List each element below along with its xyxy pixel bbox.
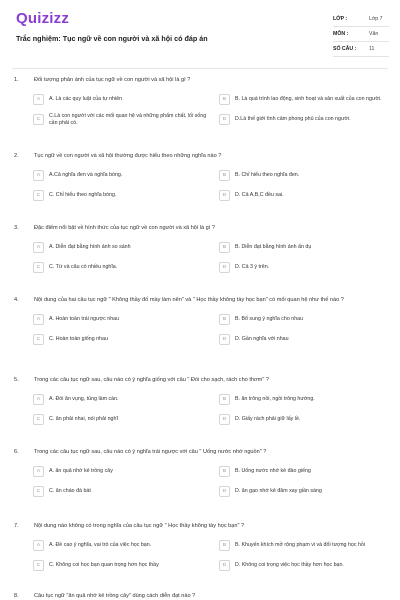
option-text: C.Là con người với các mối quan hệ và những phẩm chất, lối sống cần phải có. bbox=[49, 112, 207, 126]
option-c[interactable] bbox=[33, 412, 213, 427]
question-header bbox=[0, 76, 400, 84]
question-number: 2. bbox=[14, 153, 19, 159]
question-7 bbox=[0, 522, 400, 586]
option-letter-box: A bbox=[33, 540, 44, 551]
option-text: A. ăn quả nhớ kẻ trồng cây bbox=[49, 468, 113, 474]
option-text: B. Uống nước nhớ kẻ đào giếng bbox=[235, 468, 311, 474]
option-letter-box: B bbox=[219, 394, 230, 405]
option-text: C. ăn cháo đá bát bbox=[49, 488, 91, 494]
question-text: Nội dung nào không có trong nghĩa của câu tục ngữ " Học thầy không tày học bạn" ? bbox=[34, 523, 245, 529]
option-letter-box: A bbox=[33, 466, 44, 477]
question-header bbox=[0, 522, 400, 530]
option-text: B. Là quá trình lao động, sinh hoạt và sản xuất của con người. bbox=[235, 96, 382, 102]
option-text: D. ăn gạo nhớ kẻ đâm xay giần sàng bbox=[235, 488, 322, 494]
option-d[interactable] bbox=[219, 412, 399, 427]
option-letter-box: D bbox=[219, 414, 230, 425]
option-letter-box: C bbox=[33, 334, 44, 345]
question-text: Đối tượng phản ánh của tục ngữ về con người và xã hội là gì ? bbox=[34, 77, 191, 83]
option-letter-box: B bbox=[219, 170, 230, 181]
question-number: 1. bbox=[14, 77, 19, 83]
option-letter-box: C bbox=[33, 414, 44, 425]
option-letter-box: A bbox=[33, 170, 44, 181]
option-d[interactable] bbox=[219, 484, 399, 499]
option-letter-box: B bbox=[219, 540, 230, 551]
option-c[interactable] bbox=[33, 112, 213, 127]
option-b[interactable] bbox=[219, 92, 399, 107]
option-text: C. Chỉ hiểu theo nghĩa bóng. bbox=[49, 192, 117, 198]
options-grid bbox=[33, 92, 400, 127]
question-number: 5. bbox=[14, 377, 19, 383]
question-header bbox=[0, 592, 400, 600]
question-text: Câu tục ngữ "ăn quả nhớ kẻ trồng cây" dùng cách diễn đạt nào ? bbox=[34, 593, 196, 599]
question-header bbox=[0, 296, 400, 304]
meta-row-grade bbox=[333, 12, 389, 27]
option-letter-box: D bbox=[219, 560, 230, 571]
question-header bbox=[0, 152, 400, 160]
meta-row-count bbox=[333, 42, 389, 57]
option-text: D. Giấy rách phải giữ lấy lề. bbox=[235, 416, 301, 422]
option-letter-box: C bbox=[33, 262, 44, 273]
question-number: 7. bbox=[14, 523, 19, 529]
options-grid bbox=[33, 538, 400, 573]
question-text: Trong các câu tục ngữ sau, câu nào có ý nghĩa giống với câu " Đói cho sạch, rách cho thơm" ? bbox=[34, 377, 269, 383]
meta-value: Lớp 7 bbox=[369, 16, 383, 22]
option-b[interactable] bbox=[219, 464, 399, 479]
meta-value: 11 bbox=[369, 46, 375, 52]
option-a[interactable] bbox=[33, 92, 213, 107]
option-text: B. Diễn đạt bằng hình ảnh ẩn dụ bbox=[235, 244, 312, 250]
option-text: A. Là các quy luật của tự nhiên bbox=[49, 96, 123, 102]
option-letter-box: D bbox=[219, 190, 230, 201]
option-b[interactable] bbox=[219, 538, 399, 553]
option-text: B. Bổ sung ý nghĩa cho nhau bbox=[235, 316, 304, 322]
options-grid bbox=[33, 464, 400, 499]
worksheet-header bbox=[0, 0, 400, 68]
option-letter-box: A bbox=[33, 314, 44, 325]
meta-label: LỚP : bbox=[333, 16, 348, 22]
option-text: B. ăn trông nồi, ngồi trông hướng. bbox=[235, 396, 315, 402]
option-letter-box: D bbox=[219, 334, 230, 345]
option-text: C. Hoàn toàn giống nhau bbox=[49, 336, 108, 342]
option-letter-box: A bbox=[33, 94, 44, 105]
option-letter-box: C bbox=[33, 114, 44, 125]
option-b[interactable] bbox=[219, 312, 399, 327]
options-grid bbox=[33, 240, 400, 275]
option-text: A. Hoàn toàn trái ngược nhau bbox=[49, 316, 120, 322]
option-letter-box: D bbox=[219, 486, 230, 497]
option-letter-box: C bbox=[33, 190, 44, 201]
question-6 bbox=[0, 448, 400, 516]
option-a[interactable] bbox=[33, 538, 213, 553]
page-title: Trắc nghiệm: Tục ngữ về con người và xã hội có đáp án bbox=[16, 34, 208, 43]
option-text: A. Diễn đạt bằng hình ảnh so sánh bbox=[49, 244, 131, 250]
option-text: A. Đề cao ý nghĩa, vai trò của việc học bạn. bbox=[49, 542, 152, 548]
option-letter-box: B bbox=[219, 314, 230, 325]
option-c[interactable] bbox=[33, 558, 213, 573]
option-letter-box: D bbox=[219, 262, 230, 273]
option-a[interactable] bbox=[33, 392, 213, 407]
option-text: C. Từ và câu có nhiều nghĩa. bbox=[49, 264, 118, 270]
option-d[interactable] bbox=[219, 332, 399, 347]
question-text: Đặc điểm nổi bật về hình thức của tục ngữ về con người và xã hội là gì ? bbox=[34, 225, 215, 231]
option-a[interactable] bbox=[33, 464, 213, 479]
option-d[interactable] bbox=[219, 260, 399, 275]
meta-row-subject bbox=[333, 27, 389, 42]
option-text: B. Khuyến khích mở rộng phạm vi và đối tượng học hỏi bbox=[235, 542, 366, 548]
question-number: 6. bbox=[14, 449, 19, 455]
question-2 bbox=[0, 152, 400, 218]
option-b[interactable] bbox=[219, 392, 399, 407]
option-text: B. Chỉ hiểu theo nghĩa đen. bbox=[235, 172, 300, 178]
option-b[interactable] bbox=[219, 168, 399, 183]
option-text: D. Cả A,B,C đều sai. bbox=[235, 192, 284, 198]
option-letter-box: D bbox=[219, 114, 230, 125]
question-text: Nội dung của hai câu tục ngữ " Không thầy đố mày làm nên" và " Học thầy không tày học bạn" có mối quan hệ như thế nào ? bbox=[34, 297, 344, 303]
option-d[interactable] bbox=[219, 112, 399, 127]
question-text: Trong các câu tục ngữ sau, câu nào có ý nghĩa trái ngược với câu " Uống nước nhớ nguồn" ? bbox=[34, 449, 267, 455]
meta-value: Văn bbox=[369, 31, 379, 37]
option-text: D. Không coi trọng việc học thầy hơn học bạn. bbox=[235, 562, 344, 568]
header-divider bbox=[12, 68, 388, 69]
option-text: A.Cả nghĩa đen và nghĩa bóng. bbox=[49, 172, 123, 178]
option-letter-box: B bbox=[219, 242, 230, 253]
quizizz-logo[interactable]: Quizizz bbox=[16, 10, 70, 27]
question-header bbox=[0, 376, 400, 384]
option-letter-box: B bbox=[219, 94, 230, 105]
question-1 bbox=[0, 76, 400, 146]
question-header bbox=[0, 224, 400, 232]
option-d[interactable] bbox=[219, 188, 399, 203]
option-letter-box: C bbox=[33, 486, 44, 497]
question-number: 4. bbox=[14, 297, 19, 303]
option-letter-box: A bbox=[33, 394, 44, 405]
question-list bbox=[0, 76, 400, 600]
question-number: 8. bbox=[14, 593, 19, 599]
option-b[interactable] bbox=[219, 240, 399, 255]
option-c[interactable] bbox=[33, 332, 213, 347]
option-text: C. ăn phải nhai, nói phải nghĩ bbox=[49, 416, 118, 422]
question-number: 3. bbox=[14, 225, 19, 231]
meta-label: MÔN : bbox=[333, 31, 349, 37]
option-c[interactable] bbox=[33, 260, 213, 275]
option-a[interactable] bbox=[33, 168, 213, 183]
question-5 bbox=[0, 376, 400, 442]
question-header bbox=[0, 448, 400, 456]
option-a[interactable] bbox=[33, 312, 213, 327]
option-a[interactable] bbox=[33, 240, 213, 255]
options-grid bbox=[33, 312, 400, 347]
option-text: D. Gần nghĩa với nhau bbox=[235, 336, 289, 342]
question-4 bbox=[0, 296, 400, 370]
option-c[interactable] bbox=[33, 188, 213, 203]
option-letter-box: B bbox=[219, 466, 230, 477]
option-c[interactable] bbox=[33, 484, 213, 499]
option-text: D.Là thế giới tình cảm phong phú của con người. bbox=[235, 116, 351, 122]
question-text: Tục ngữ về con người và xã hội thường được hiểu theo những nghĩa nào ? bbox=[34, 153, 222, 159]
option-d[interactable] bbox=[219, 558, 399, 573]
option-letter-box: C bbox=[33, 560, 44, 571]
meta-panel bbox=[333, 12, 389, 57]
option-text: C. Không coi học bạn quan trọng hơn học thầy bbox=[49, 562, 159, 568]
option-text: D. Cả 3 ý trên. bbox=[235, 264, 270, 270]
options-grid bbox=[33, 392, 400, 427]
options-grid bbox=[33, 168, 400, 203]
option-letter-box: A bbox=[33, 242, 44, 253]
meta-label: SỐ CÂU : bbox=[333, 46, 357, 52]
question-3 bbox=[0, 224, 400, 290]
option-text: A. Đói ăn vụng, túng làm càn. bbox=[49, 396, 119, 402]
question-8 bbox=[0, 592, 400, 600]
